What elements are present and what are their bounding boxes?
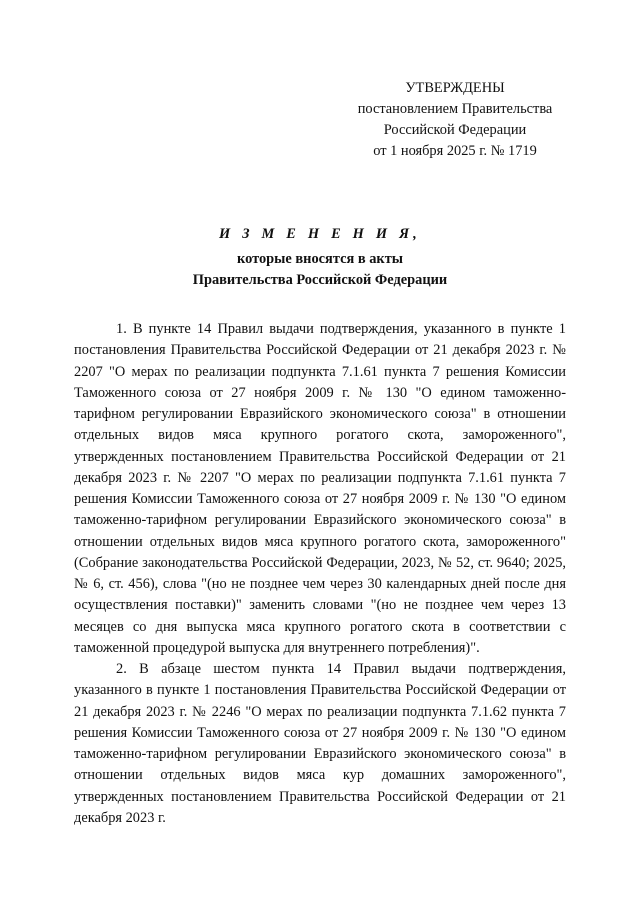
approval-status: УТВЕРЖДЕНЫ [405,80,505,96]
approval-line: постановлением Правительства [357,101,553,117]
document-body [74,319,566,829]
subtitle-line: Правительства Российской Федерации [192,272,448,288]
approval-line: Российской Федерации [383,122,527,138]
subtitle-line: которые вносятся в акты [236,251,403,267]
document-heading [0,224,640,291]
paragraph-2: 2. В абзаце шестом пункта 14 Правил выдачи подтверждения, указанного в пункте 1 постановления Правительства Российской Федерации от 21 декабря 2023 г. № 2246 "О мерах по реализации подпункта 7.1.62 пункта 7 решения Комиссии Таможенного союза от 27 ноября 2009 г. № 130 "О едином таможенно-тарифном регулировании Евразийского экономического союза" в отношении отдельных видов мяса кур домашних замороженного", утвержденных постановлением Правительства Российской Федерации от 21 декабря 2023 г. [74,661,566,826]
document-subtitle [0,249,640,291]
paragraph-1: 1. В пункте 14 Правил выдачи подтверждения, указанного в пункте 1 постановления Правительства Российской Федерации от 21 декабря 2023 г. № 2207 "О мерах по реализации подпункта 7.1.61 пункта 7 решения Комиссии Таможенного союза от 27 ноября 2009 г. № 130 "О едином таможенно-тарифном регулировании Евразийского экономического союза" в отношении отдельных видов мяса крупного рогатого скота, замороженного", утвержденных постановлением Правительства Российской Федерации от 21 декабря 2023 г. № 2207 "О мерах по реализации подпункта 7.1.61 пункта 7 решения Комиссии Таможенного союза от 27 ноября 2009 г. № 130 "О едином таможенно-тарифном регулировании Евразийского экономического союза" в отношении отдельных видов мяса крупного рогатого скота, замороженного" (Собрание законодательства Российской Федерации, 2023, № 52, ст. 9640; 2025, № 6, ст. 456), слова "(но не позднее чем через 30 календарных дней после дня осуществления поставки)" заменить словами "(но не позднее чем через 13 месяцев со дня выпуска мяса крупного рогатого скота в соответствии с таможенной процедурой выпуска для внутреннего потребления)". [74,321,566,656]
approval-stamp [330,78,580,162]
document-title: И З М Е Н Е Н И Я, [219,226,421,242]
approval-date: от 1 ноября 2025 г. № 1719 [373,143,537,159]
